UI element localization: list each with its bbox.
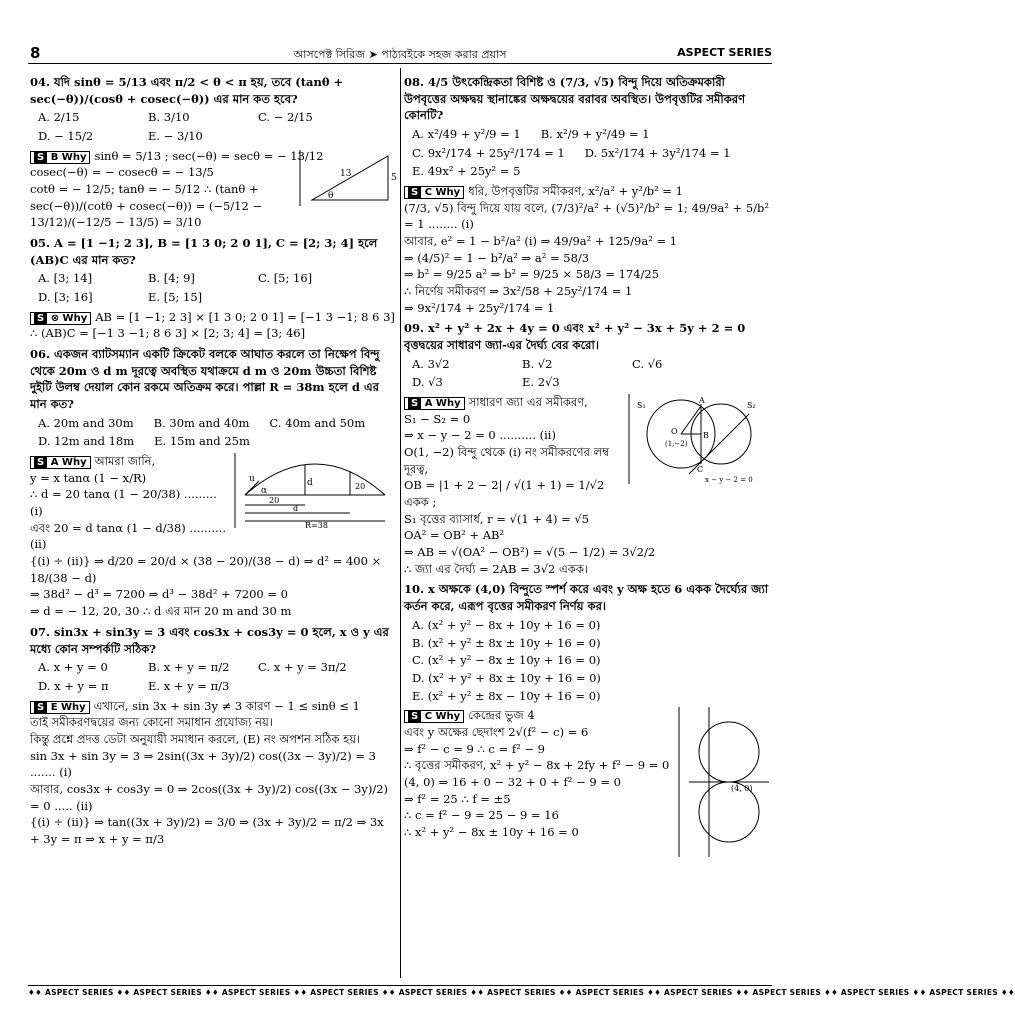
options [412, 126, 769, 180]
options [38, 109, 395, 144]
solution: S E Why এখানে, sin 3x + sin 3y ≠ 3 কারণ − 1 ≤ sinθ ≤ 1 তাই সমীকরণদ্বয়ের জন্য কোনো সমাধান প্রযোজ্য নয়। কিন্তু প্রশ্নে প্রদত্ত ডেটা অনুযায়ী সমাধান করলে, (E) নং অপশন সঠিক হয়। sin 3x + sin 3y = 3 ⇒ 2sin((3x + 3y)/2) cos((3x − 3y)/2) = 3 ....... (i) আবার, cos3x + cos3y = 0 ⇒ 2cos((3x + 3y)/2) cos((3x − 3y)/2) = 0 ..... (ii) {(i) ÷ (ii)} ⇒ tan((3x + 3y)/2) = 3/0 ⇒ (3x + 3y)/2 = π/2 ⇒ 3x + 3y = π ⇒ x + y = π/3 [30, 698, 388, 846]
options [38, 659, 395, 694]
option-e: E. 2√3 [522, 375, 560, 390]
options [38, 415, 395, 450]
hyp-label: 13 [340, 168, 352, 179]
option-b: B. (x² + y² ± 8x ± 10y + 16 = 0) [412, 635, 601, 650]
option-b: B. x + y = π/2 [148, 660, 230, 675]
option-e: E. (x² + y² ± 8x − 10y + 16 = 0) [412, 688, 601, 703]
option-c: C. √6 [632, 356, 663, 371]
option-a: A. 2/15 [38, 110, 80, 125]
solution: S C Why ধরি, উপবৃত্তটির সমীকরণ, x²/a² + y²/b² = 1 (7/3, √5) বিন্দু দিয়ে যায় বলে, (7/3)²/a² + (√5)²/b² = 1; 49/9a² + 5/b² = 1 ........ (i) আবার, e² = 1 − b²/a² (i) ⇒ 49/9a² + 125/9a² = 1 ⇒ (4/5)² = 1 − b²/a² ⇒ a² = 58/3 ⇒ b² = 9/25 a² ⇒ b² = 9/25 × 58/3 = 174/25 ∴ নির্ণেয় সমীকরণ ⇒ 3x²/58 + 25y²/174 = 1 ⇒ 9x²/174 + 25y²/174 = 1 [404, 184, 769, 315]
dist-label: 20 [269, 496, 280, 506]
question-text: যদি sinθ = 5/13 এবং π/2 < θ < π হয়, তবে (tanθ + sec(−θ))/(cosθ + cosec(−θ)) এর মান কত হবে? [30, 75, 344, 106]
option-e: E. [5; 15] [148, 290, 203, 305]
question-text: 4/5 উৎকেন্দ্রিকতা বিশিষ্ট ও (7/3, √5) বিন্দু দিয়ে অতিক্রমকারী উপবৃত্তের অক্ষদ্বয় স্থানাঙ্কের অক্ষদ্বয়ের বরাবর অবস্থিত। উপবৃত্তটির সমীকরণ কোনটি? [404, 75, 746, 123]
question-10: 10. x অক্ষকে (4,0) বিন্দুতে স্পর্শ করে এবং y অক্ষ হতে 6 একক দৈর্ঘ্যের জ্যা কর্তন করে, এরূপ বৃত্তের সমীকরণ নির্ণয় কর। A. (x² + y² − 8x + 10y + 16 = 0) B. (x² + y² ± 8x ± 10y + 16 = 0) C. (x² + y² − 8x ± 10y + 16 = 0) D. (x² + y² + 8x ± 10y + 16 = 0) E. (x² + y² ± 8x − 10y + 16 = 0) (4, 0) S C Why কেন্দ্রের ভুজ 4 এবং y অক্ষের ছেদাংশ 2√(f² − c) = 6 ⇒ f² − c = 9 ∴ c = f² − 9 ∴ বৃত্তের সমীকরণ, x² + y² − 8x + 2fy + f² − 9 = 0 (4, 0) ⇒ 16 + 0 − 32 + 0 + f² − 9 = 0 ⇒ f² = 25 ∴ f = ±5 ∴ c = f² − 9 = 25 − 9 = 16 ∴ x² + y² − 8x ± 10y + 16 = 0 [404, 581, 769, 840]
solution-badge: S B Why [30, 151, 90, 164]
option-c: C. 40m and 50m [269, 415, 366, 430]
question-06: 06. একজন ব্যাটসম্যান একটি ক্রিকেট বলকে আঘাত করলে তা নিক্ষেপ বিন্দু থেকে 20m ও d m দূরত্বে অবস্থিত যথাক্রমে d m ও 20m উচ্চতা বিশিষ্ট দুইটি উলম্ব দেয়াল কোন রকমে অতিক্রম করে। পাল্লা R = 38m হলে d এর মান কত? A. 20m and 30m B. 30m and 40m C. 40m and 50m D. 12m and 18m E. 15m and 25m u α d 20 20 d R=38 S A Why আমরা জানি, y = x tanα (1 − x/R) ∴ d = 20 tanα (1 − 20/38) ......... (i) এবং 20 = d tanα (1 − d/38) .......... (ii) {(i) ÷ (ii)} ⇒ d/20 = 20/d × (38 − 20)/(38 − d) ⇒ d² = 400 × 18/(38 − d) ⇒ 38d² − d³ = 7200 ⇒ d³ − 38d² + 7200 = 0 ⇒ d = − 12, 20, 30 ∴ d এর মান 20 m and 30 m [30, 346, 395, 620]
page-number: 8 [30, 44, 41, 62]
projectile-figure [235, 453, 395, 531]
option-e: E. 49x² + 25y² = 5 [412, 164, 521, 179]
option-d: D. 12m and 18m [38, 434, 135, 449]
option-a: A. 20m and 30m [38, 415, 134, 430]
opp-label: 5 [391, 172, 397, 183]
option-c: C. − 2/15 [258, 110, 313, 125]
d-label: d [307, 478, 313, 489]
option-e: E. − 3/10 [148, 129, 203, 144]
question-09: 09. x² + y² + 2x + 4y = 0 এবং x² + y² − 3x + 5y + 2 = 0 বৃত্তদ্বয়ের সাধারণ জ্যা-এর দৈর্ঘ্য বের করো। A. 3√2 B. √2 C. √6 D. √3 E. 2√3 S₁ S₂ A B C O (1,−2) x − y − 2 = 0 S A Why সাধারণ জ্যা এর সমীকরণ, S₁ − S₂ = 0 ⇒ x − y − 2 = 0 .......... (ii) O(1, −2) বিন্দু থেকে (i) নং সমীকরণের লম্ব দূরত্ব, OB = |1 + 2 − 2| / √(1 + 1) = 1/√2 একক ; S₁ বৃত্তের ব্যাসার্ধ, r = √(1 + 4) = √5 OA² = OB² + AB² ⇒ AB = √(OA² − OB²) = √(5 − 1/2) = 3√2/2 ∴ জ্যা এর দৈর্ঘ্য = 2AB = 3√2 একক। [404, 320, 769, 577]
option-e: E. x + y = π/3 [148, 678, 230, 693]
angle-label: θ [328, 190, 334, 201]
point-label: (1,−2) [665, 440, 688, 449]
question-07: 07. sin3x + sin3y = 3 এবং cos3x + cos3y = 0 হলে, x ও y এর মধ্যে কোন সম্পর্কটি সঠিক? A. x + y = 0 B. x + y = π/2 C. x + y = 3π/2 D. x + y = π E. x + y = π/3 S E Why এখানে, sin 3x + sin 3y ≠ 3 কারণ − 1 ≤ sinθ ≤ 1 তাই সমীকরণদ্বয়ের জন্য কোনো সমাধান প্রযোজ্য নয়। কিন্তু প্রশ্নে প্রদত্ত ডেটা অনুযায়ী সমাধান করলে, (E) নং অপশন সঠিক হয়। sin 3x + sin 3y = 3 ⇒ 2sin((3x + 3y)/2) cos((3x − 3y)/2) = 3 ....... (i) আবার, cos3x + cos3y = 0 ⇒ 2cos((3x + 3y)/2) cos((3x − 3y)/2) = 0 ..... (ii) {(i) ÷ (ii)} ⇒ tan((3x + 3y)/2) = 3/0 ⇒ (3x + 3y)/2 = π/2 ⇒ 3x + 3y = π ⇒ x + y = π/3 [30, 624, 395, 848]
option-d: D. x + y = π [38, 678, 109, 693]
question-08: 08. 4/5 উৎকেন্দ্রিকতা বিশিষ্ট ও (7/3, √5) বিন্দু দিয়ে অতিক্রমকারী উপবৃত্তের অক্ষদ্বয় স্থানাঙ্কের অক্ষদ্বয়ের বরাবর অবস্থিত। উপবৃত্তটির সমীকরণ কোনটি? A. x²/49 + y²/9 = 1 B. x²/9 + y²/49 = 1 C. 9x²/174 + 25y²/174 = 1 D. 5x²/174 + 3y²/174 = 1 E. 49x² + 25y² = 5 S C Why ধরি, উপবৃত্তটির সমীকরণ, x²/a² + y²/b² = 1 (7/3, √5) বিন্দু দিয়ে যায় বলে, (7/3)²/a² + (√5)²/b² = 1; 49/9a² + 5/b² = 1 ........ (i) আবার, e² = 1 − b²/a² (i) ⇒ 49/9a² + 125/9a² = 1 ⇒ (4/5)² = 1 − b²/a² ⇒ a² = 58/3 ⇒ b² = 9/25 a² ⇒ b² = 9/25 × 58/3 = 174/25 ∴ নির্ণেয় সমীকরণ ⇒ 3x²/58 + 25y²/174 = 1 ⇒ 9x²/174 + 25y²/174 = 1 [404, 75, 769, 315]
question-text: x অক্ষকে (4,0) বিন্দুতে স্পর্শ করে এবং y অক্ষ হতে 6 একক দৈর্ঘ্যের জ্যা কর্তন করে, এরূপ বৃত্তের সমীকরণ নির্ণয় কর। [404, 582, 769, 614]
circles-figure [629, 394, 769, 484]
option-d: D. − 15/2 [38, 129, 94, 144]
page-header [28, 46, 772, 64]
tangent-point-label: (4, 0) [731, 784, 753, 794]
svg-text:d: d [293, 504, 299, 514]
line-label: x − y − 2 = 0 [705, 476, 753, 485]
solution-badge: S A Why [404, 397, 465, 410]
option-a: A. (x² + y² − 8x + 10y + 16 = 0) [412, 617, 601, 632]
option-a: A. x²/49 + y²/9 = 1 [412, 127, 521, 142]
column-divider [400, 68, 401, 978]
right-column [404, 70, 769, 978]
option-c: C. [5; 16] [258, 271, 313, 286]
tangent-circles-figure [679, 707, 769, 857]
series-name: ASPECT SERIES [677, 46, 772, 59]
question-text: একজন ব্যাটসম্যান একটি ক্রিকেট বলকে আঘাত করলে তা নিক্ষেপ বিন্দু থেকে 20m ও d m দূরত্বে অবস্থিত যথাক্রমে d m ও 20m উচ্চতা বিশিষ্ট দুইটি উলম্ব দেয়াল কোন রকমে অতিক্রম করে। পাল্লা R = 38m হলে d এর মান কত? [30, 347, 380, 412]
solution-badge: S C Why [404, 186, 464, 199]
option-b: B. 3/10 [148, 110, 190, 125]
question-04 [30, 74, 395, 231]
option-a: A. 3√2 [412, 356, 450, 371]
s2-label: S₂ [747, 401, 756, 411]
question-text: x² + y² + 2x + 4y = 0 এবং x² + y² − 3x + 5y + 2 = 0 বৃত্তদ্বয়ের সাধারণ জ্যা-এর দৈর্ঘ্য বের করো। [404, 321, 746, 353]
series-tagline: আসপেক্ট সিরিজ ➤ পাঠ্যবইকে সহজ করার প্রয়াস [293, 48, 507, 61]
solution-badge: S E Why [30, 701, 90, 714]
solution: 13 5 θ S B Why sinθ = 5/13 ; sec(−θ) = secθ = − 13/12 cosec(−θ) = − cosecθ = − 13/5 cotθ = − 12/5; tanθ = − 5/12 ∴ (tanθ + sec(−θ))/(cotθ + cosec(−θ)) = (−5/12 − 13/12)/(−12/5 − 13/5) = 3/10 [30, 148, 397, 230]
solution: (4, 0) S C Why কেন্দ্রের ভুজ 4 এবং y অক্ষের ছেদাংশ 2√(f² − c) = 6 ⇒ f² − c = 9 ∴ c = f² − 9 ∴ বৃত্তের সমীকরণ, x² + y² − 8x + 2fy + f² − 9 = 0 (4, 0) ⇒ 16 + 0 − 32 + 0 + f² − 9 = 0 ⇒ f² = 25 ∴ f = ±5 ∴ c = f² − 9 = 25 − 9 = 16 ∴ x² + y² − 8x ± 10y + 16 = 0 [404, 707, 769, 840]
question-text: A = [1 −1; 2 3], B = [1 3 0; 2 0 1], C = [2; 3; 4] হলে (AB)C এর মান কত? [30, 236, 378, 267]
options [412, 617, 769, 704]
options [412, 356, 769, 391]
option-d: D. √3 [412, 375, 443, 390]
option-b: B. x²/9 + y²/49 = 1 [540, 127, 650, 142]
option-a: A. x + y = 0 [38, 660, 108, 675]
question-number: 04. [30, 75, 51, 89]
option-b: B. √2 [522, 356, 553, 371]
page-footer: ♦♦ ASPECT SERIES ♦♦ ASPECT SERIES ♦♦ ASPECT SERIES ♦♦ ASPECT SERIES ♦♦ ASPECT SERIES ♦♦ ASPECT SERIES ♦♦ ASPECT SERIES ♦♦ ASPECT SERIES ♦♦ ASPECT SERIES ♦♦ ASPECT SERIES ♦♦ ASPECT SERIES ♦♦ [28, 985, 772, 997]
o-label: O [671, 427, 678, 437]
option-d: D. (x² + y² + 8x ± 10y + 16 = 0) [412, 670, 601, 685]
option-d: D. 5x²/174 + 3y²/174 = 1 [584, 145, 731, 160]
solution-badge: S ⊗ Why [30, 312, 91, 325]
question-text: sin3x + sin3y = 3 এবং cos3x + cos3y = 0 হলে, x ও y এর মধ্যে কোন সম্পর্কটি সঠিক? [30, 624, 389, 656]
range-label: R=38 [305, 521, 328, 531]
option-a: A. [3; 14] [38, 271, 93, 286]
question-05: 05. A = [1 −1; 2 3], B = [1 3 0; 2 0 1], C = [2; 3; 4] হলে (AB)C এর মান কত? A. [3; 14] B. [4; 9] C. [5; 16] D. [3; 16] E. [5; 15] S ⊗ Why AB = [1 −1; 2 3] × [1 3 0; 2 0 1] = [−1 3 −1; 8 6 3] ∴ (AB)C = [−1 3 −1; 8 6 3] × [2; 3; 4] = [3; 46] [30, 236, 395, 341]
a-label: A [699, 396, 705, 406]
b-label: B [703, 431, 709, 441]
alpha-label: α [261, 486, 268, 497]
velocity-label: u [249, 474, 255, 485]
option-d: D. [3; 16] [38, 290, 93, 305]
options [38, 270, 395, 305]
option-b: B. 30m and 40m [153, 415, 250, 430]
option-c: C. (x² + y² − 8x ± 10y + 16 = 0) [412, 653, 601, 668]
solution-badge: S A Why [30, 456, 91, 469]
option-c: C. x + y = 3π/2 [258, 660, 347, 675]
solution: S₁ S₂ A B C O (1,−2) x − y − 2 = 0 S A Why সাধারণ জ্যা এর সমীকরণ, S₁ − S₂ = 0 ⇒ x − y − 2 = 0 .......... (ii) O(1, −2) বিন্দু থেকে (i) নং সমীকরণের লম্ব দূরত্ব, OB = |1 + 2 − 2| / √(1 + 1) = 1/√2 একক ; S₁ বৃত্তের ব্যাসার্ধ, r = √(1 + 4) = √5 OA² = OB² + AB² ⇒ AB = √(OA² − OB²) = √(5 − 1/2) = 3√2/2 ∴ জ্যা এর দৈর্ঘ্য = 2AB = 3√2 একক। [404, 394, 769, 577]
option-b: B. [4; 9] [148, 271, 195, 286]
option-c: C. 9x²/174 + 25y²/174 = 1 [412, 145, 565, 160]
option-e: E. 15m and 25m [154, 434, 250, 449]
wall-label: 20 [355, 482, 366, 492]
s1-label: S₁ [637, 401, 646, 411]
c-label: C [697, 465, 704, 475]
left-column [30, 70, 395, 978]
solution: S ⊗ Why AB = [1 −1; 2 3] × [1 3 0; 2 0 1] = [−1 3 −1; 8 6 3] ∴ (AB)C = [−1 3 −1; 8 6 3] × [2; 3; 4] = [3; 46] [30, 309, 395, 341]
solution-badge: S C Why [404, 710, 464, 723]
solution: u α d 20 20 d R=38 S A Why আমরা জানি, y = x tanα (1 − x/R) ∴ d = 20 tanα (1 − 20/38) ......... (i) এবং 20 = d tanα (1 − d/38) .......... (ii) {(i) ÷ (ii)} ⇒ d/20 = 20/d × (38 − 20)/(38 − d) ⇒ d² = 400 × 18/(38 − d) ⇒ 38d² − d³ = 7200 ⇒ d³ − 38d² + 7200 = 0 ⇒ d = − 12, 20, 30 ∴ d এর মান 20 m and 30 m [30, 453, 395, 620]
